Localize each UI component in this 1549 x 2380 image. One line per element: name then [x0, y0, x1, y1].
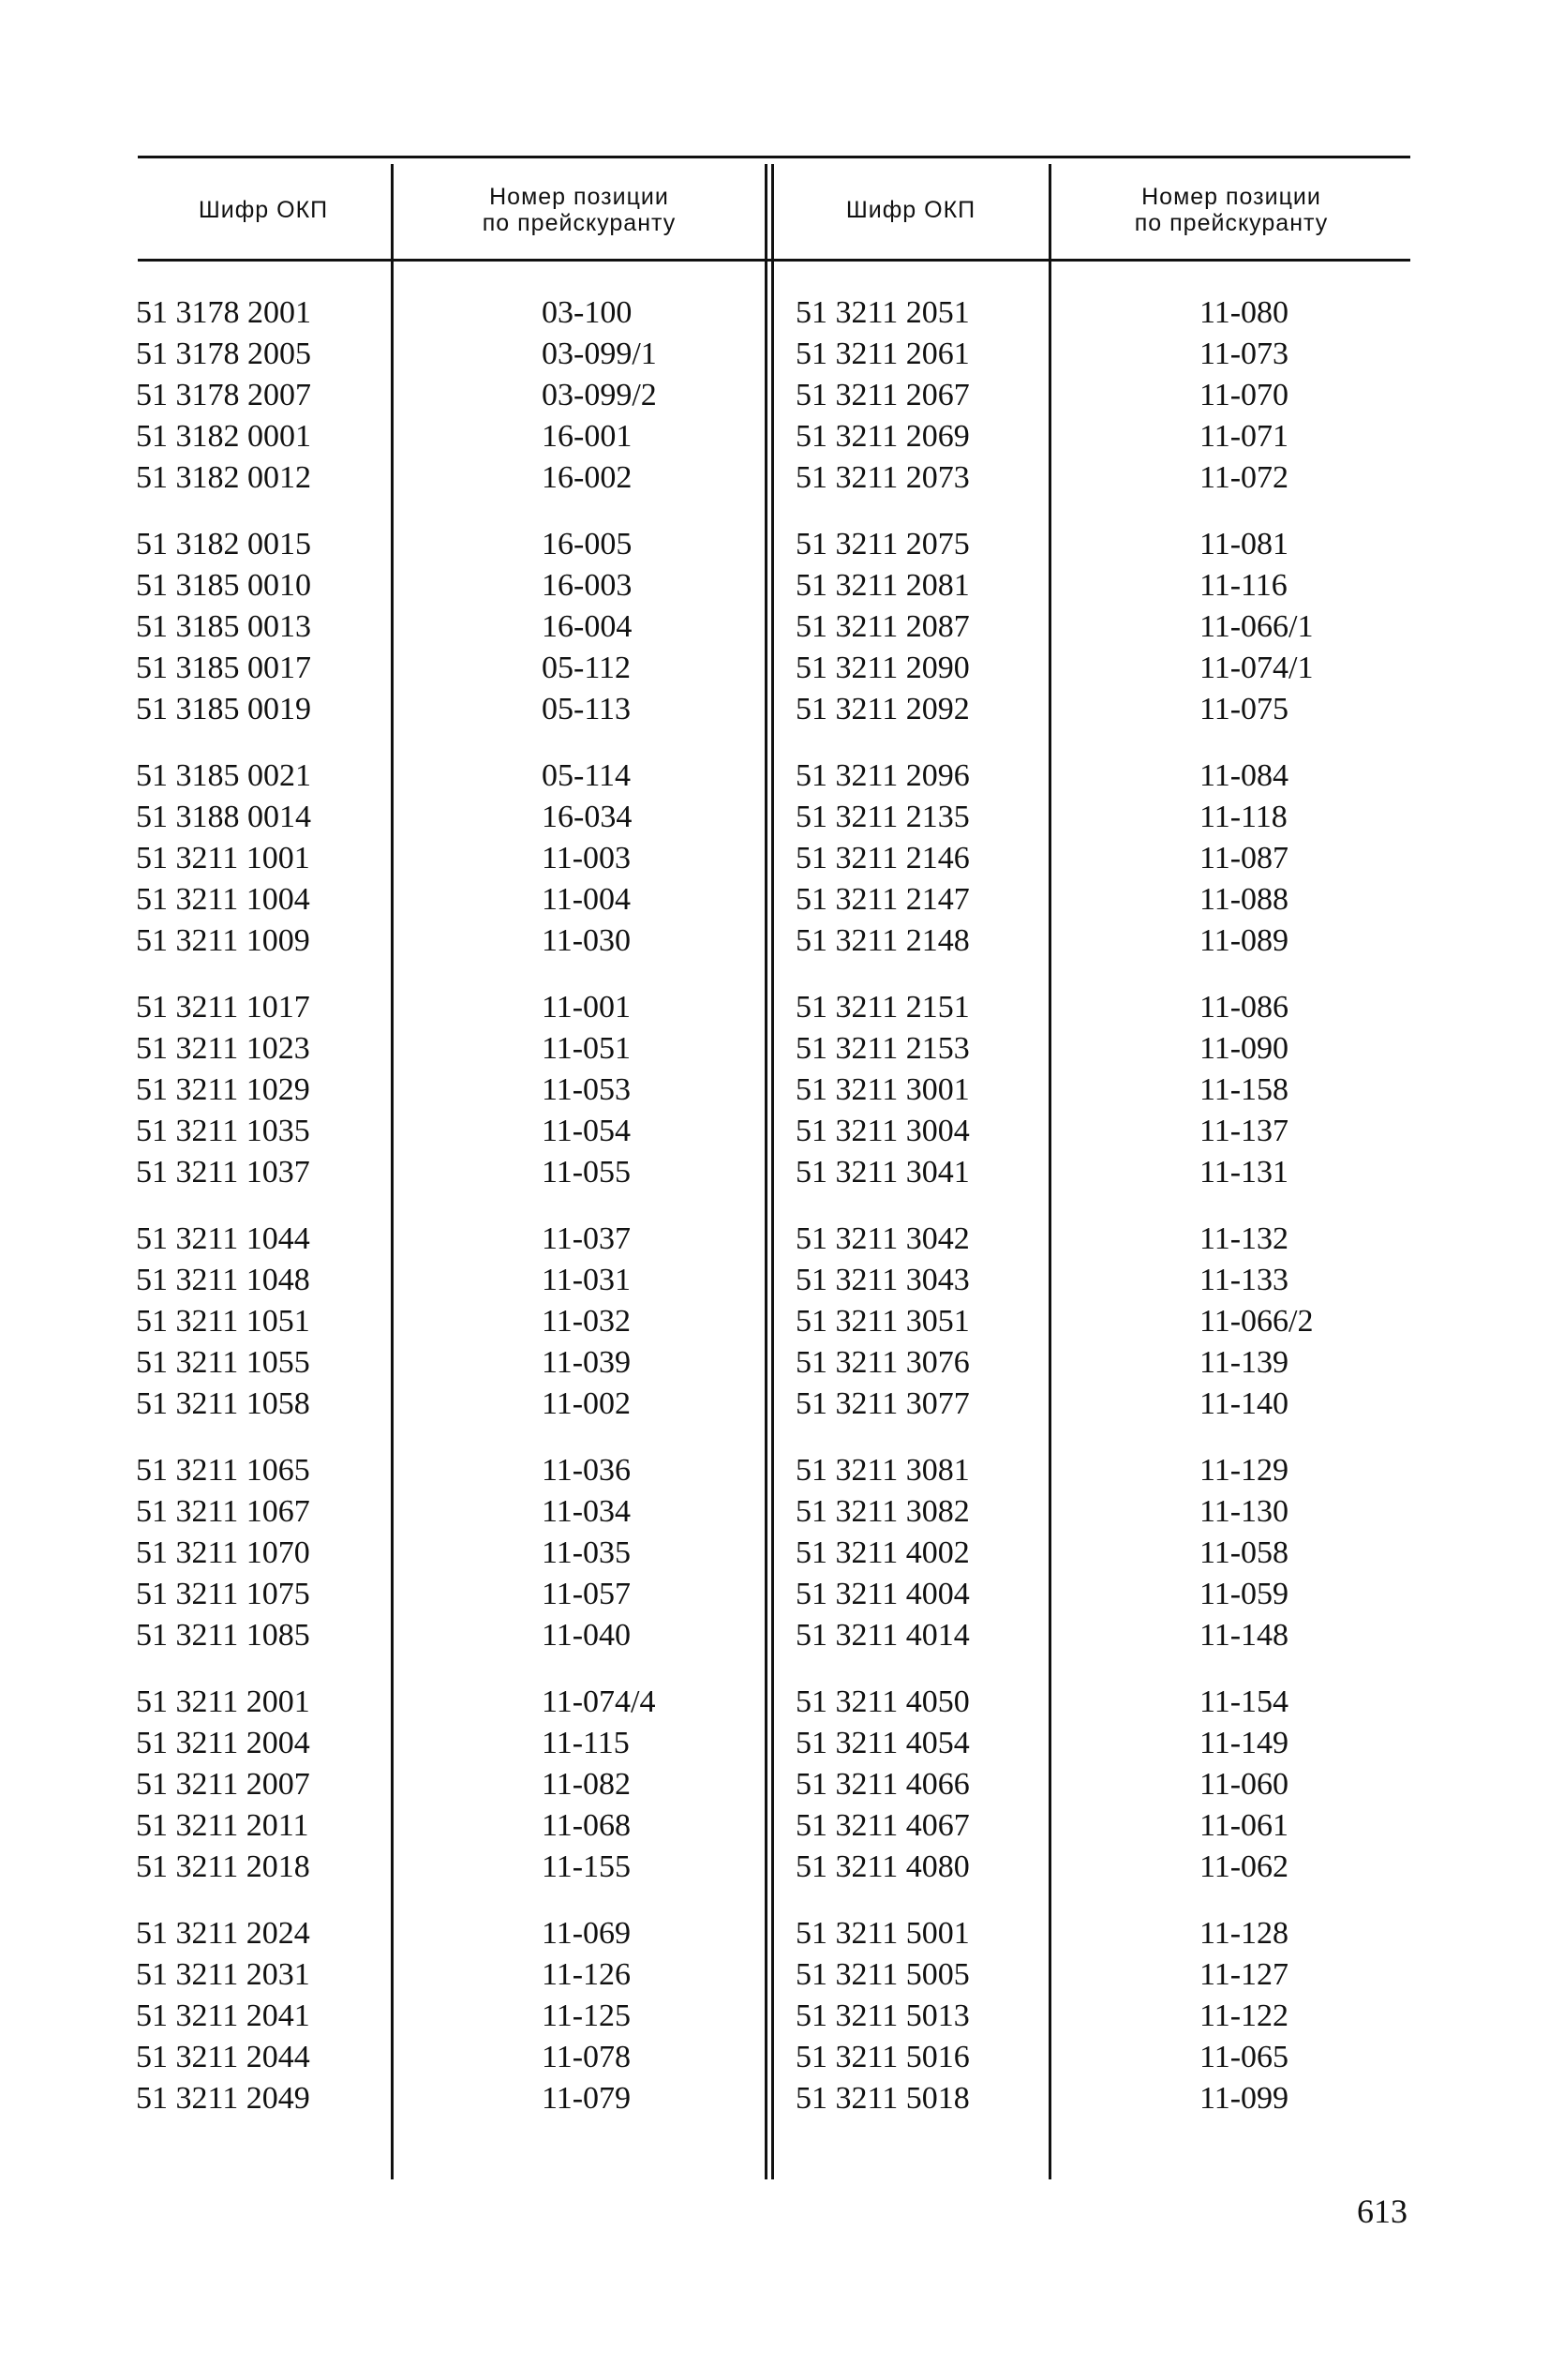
left-num-group — [542, 1913, 657, 2119]
header-code-right — [776, 197, 1046, 223]
left-okp-code-cell: 51 3211 1058 — [136, 1386, 310, 1421]
right-position-column — [1199, 292, 1314, 2119]
left-position-number-cell: 05-113 — [542, 692, 632, 726]
right-okp-code-cell: 51 3211 2092 — [796, 692, 970, 726]
right-okp-code-cell: 51 3211 2067 — [796, 378, 970, 412]
right-okp-code-cell: 51 3211 2096 — [796, 758, 970, 793]
left-position-number-cell: 11-079 — [542, 2081, 632, 2116]
left-position-number-cell: 11-054 — [542, 1114, 632, 1148]
header-position-right — [1053, 184, 1409, 236]
right-okp-code-cell: 51 3211 4054 — [796, 1726, 970, 1760]
left-code-group — [136, 1219, 311, 1425]
right-okp-code-cell: 51 3211 5005 — [796, 1957, 970, 1992]
right-okp-code-cell: 51 3211 5013 — [796, 1998, 970, 2033]
header-code-left-label: Шифр ОКП — [198, 197, 329, 223]
right-position-number-cell: 11-099 — [1199, 2081, 1289, 2116]
right-position-number-cell: 11-073 — [1199, 337, 1289, 371]
right-okp-code-cell: 51 3211 3043 — [796, 1263, 970, 1297]
left-okp-code-cell: 51 3185 0017 — [136, 651, 311, 685]
right-position-number-cell: 11-154 — [1199, 1684, 1289, 1719]
left-position-number-cell: 11-057 — [542, 1577, 632, 1611]
right-position-number-cell: 11-060 — [1199, 1767, 1289, 1802]
left-position-number-cell: 16-002 — [542, 460, 633, 495]
left-num-group — [542, 292, 657, 499]
right-position-number-cell: 11-065 — [1199, 2040, 1289, 2074]
left-position-number-cell: 11-040 — [542, 1618, 632, 1653]
right-position-number-cell: 11-086 — [1199, 990, 1289, 1025]
right-position-number-cell: 11-137 — [1199, 1114, 1289, 1148]
right-okp-code-cell: 51 3211 5001 — [796, 1916, 970, 1951]
left-code-group — [136, 1450, 311, 1656]
left-okp-code-cell: 51 3211 1085 — [136, 1618, 310, 1653]
left-okp-code-cell: 51 3211 1023 — [136, 1031, 310, 1066]
left-okp-code-cell: 51 3178 2001 — [136, 295, 311, 330]
right-num-group — [1199, 1219, 1314, 1425]
left-okp-code-cell: 51 3211 2001 — [136, 1684, 310, 1719]
right-position-number-cell: 11-071 — [1199, 419, 1289, 454]
left-code-group — [136, 1913, 311, 2119]
left-num-group — [542, 1682, 657, 1888]
header-bottom-rule — [138, 259, 1410, 262]
right-position-number-cell: 11-074/1 — [1199, 651, 1314, 685]
left-okp-code-cell: 51 3211 1029 — [136, 1072, 310, 1107]
left-position-number-cell: 11-037 — [542, 1221, 632, 1256]
right-code-column — [796, 292, 970, 2119]
right-position-number-cell: 11-089 — [1199, 923, 1289, 958]
left-okp-code-cell: 51 3211 2044 — [136, 2040, 310, 2074]
left-position-number-cell: 16-034 — [542, 800, 633, 834]
right-okp-code-cell: 51 3211 3041 — [796, 1155, 970, 1190]
right-position-number-cell: 11-132 — [1199, 1221, 1289, 1256]
page-number: 613 — [1357, 2193, 1408, 2230]
left-okp-code-cell: 51 3211 1009 — [136, 923, 310, 958]
left-position-number-cell: 11-126 — [542, 1957, 632, 1992]
right-position-number-cell: 11-149 — [1199, 1726, 1289, 1760]
left-okp-code-cell: 51 3211 2041 — [136, 1998, 310, 2033]
right-position-number-cell: 11-116 — [1199, 568, 1288, 603]
left-okp-code-cell: 51 3211 1035 — [136, 1114, 310, 1148]
left-okp-code-cell: 51 3185 0021 — [136, 758, 311, 793]
left-okp-code-cell: 51 3185 0013 — [136, 609, 311, 644]
header-position-right-line2: по прейскуранту — [1134, 210, 1329, 236]
right-position-number-cell: 11-066/2 — [1199, 1304, 1314, 1339]
right-num-group — [1199, 524, 1314, 730]
left-position-number-cell: 05-112 — [542, 651, 632, 685]
column-divider-2a — [765, 164, 767, 2179]
right-okp-code-cell: 51 3211 4080 — [796, 1849, 970, 1884]
left-position-number-cell: 11-155 — [542, 1849, 632, 1884]
right-okp-code-cell: 51 3211 2087 — [796, 609, 970, 644]
left-okp-code-cell: 51 3211 1070 — [136, 1535, 310, 1570]
right-position-number-cell: 11-158 — [1199, 1072, 1289, 1107]
header-position-left — [395, 184, 763, 236]
right-okp-code-cell: 51 3211 4066 — [796, 1767, 970, 1802]
left-position-number-cell: 11-004 — [542, 882, 632, 917]
left-okp-code-cell: 51 3178 2007 — [136, 378, 311, 412]
left-position-number-cell: 11-031 — [542, 1263, 632, 1297]
right-position-number-cell: 11-131 — [1199, 1155, 1289, 1190]
left-position-number-cell: 16-001 — [542, 419, 633, 454]
left-position-number-cell: 16-004 — [542, 609, 633, 644]
column-divider-3 — [1049, 164, 1051, 2179]
right-position-number-cell: 11-139 — [1199, 1345, 1289, 1380]
left-position-number-cell: 11-036 — [542, 1453, 632, 1488]
right-code-group — [796, 1682, 970, 1888]
right-okp-code-cell: 51 3211 2153 — [796, 1031, 970, 1066]
right-position-number-cell: 11-140 — [1199, 1386, 1289, 1421]
left-position-number-cell: 11-001 — [542, 990, 632, 1025]
right-position-number-cell: 11-118 — [1199, 800, 1288, 834]
right-code-group — [796, 524, 970, 730]
right-position-number-cell: 11-088 — [1199, 882, 1289, 917]
header-position-left-line2: по прейскуранту — [482, 210, 677, 236]
left-position-number-cell: 11-074/4 — [542, 1684, 656, 1719]
left-okp-code-cell: 51 3211 1051 — [136, 1304, 310, 1339]
right-code-group — [796, 987, 970, 1193]
right-position-number-cell: 11-090 — [1199, 1031, 1289, 1066]
right-okp-code-cell: 51 3211 4014 — [796, 1618, 970, 1653]
right-position-number-cell: 11-128 — [1199, 1916, 1289, 1951]
left-okp-code-cell: 51 3185 0019 — [136, 692, 311, 726]
right-okp-code-cell: 51 3211 2135 — [796, 800, 970, 834]
left-okp-code-cell: 51 3211 1067 — [136, 1494, 310, 1529]
left-okp-code-cell: 51 3211 2031 — [136, 1957, 310, 1992]
left-num-group — [542, 987, 657, 1193]
right-okp-code-cell: 51 3211 4050 — [796, 1684, 970, 1719]
left-position-number-cell: 11-053 — [542, 1072, 632, 1107]
right-okp-code-cell: 51 3211 2081 — [796, 568, 970, 603]
right-okp-code-cell: 51 3211 2075 — [796, 527, 970, 561]
left-position-number-cell: 05-114 — [542, 758, 632, 793]
right-position-number-cell: 11-127 — [1199, 1957, 1289, 1992]
left-position-number-cell: 16-005 — [542, 527, 633, 561]
left-code-group — [136, 756, 311, 962]
right-okp-code-cell: 51 3211 2090 — [796, 651, 970, 685]
left-okp-code-cell: 51 3211 1065 — [136, 1453, 310, 1488]
left-position-number-cell: 11-082 — [542, 1767, 632, 1802]
right-okp-code-cell: 51 3211 3077 — [796, 1386, 970, 1421]
right-code-group — [796, 1913, 970, 2119]
right-position-number-cell: 11-059 — [1199, 1577, 1289, 1611]
right-num-group — [1199, 1450, 1314, 1656]
left-num-group — [542, 1219, 657, 1425]
left-position-number-cell: 11-069 — [542, 1916, 632, 1951]
left-okp-code-cell: 51 3182 0015 — [136, 527, 311, 561]
right-num-group — [1199, 292, 1314, 499]
left-okp-code-cell: 51 3211 1075 — [136, 1577, 310, 1611]
left-okp-code-cell: 51 3211 1001 — [136, 841, 310, 876]
left-position-number-cell: 11-078 — [542, 2040, 632, 2074]
left-position-number-cell: 16-003 — [542, 568, 633, 603]
right-code-group — [796, 292, 970, 499]
left-okp-code-cell: 51 3211 1017 — [136, 990, 310, 1025]
left-position-number-cell: 11-055 — [542, 1155, 632, 1190]
right-okp-code-cell: 51 3211 2151 — [796, 990, 970, 1025]
left-position-number-cell: 11-051 — [542, 1031, 632, 1066]
right-position-number-cell: 11-148 — [1199, 1618, 1289, 1653]
left-okp-code-cell: 51 3211 2049 — [136, 2081, 310, 2116]
left-okp-code-cell: 51 3211 1048 — [136, 1263, 310, 1297]
left-okp-code-cell: 51 3188 0014 — [136, 800, 311, 834]
right-okp-code-cell: 51 3211 3082 — [796, 1494, 970, 1529]
header-code-left — [138, 197, 389, 223]
right-okp-code-cell: 51 3211 2051 — [796, 295, 970, 330]
right-position-number-cell: 11-133 — [1199, 1263, 1289, 1297]
right-okp-code-cell: 51 3211 2146 — [796, 841, 970, 876]
right-num-group — [1199, 1682, 1314, 1888]
right-okp-code-cell: 51 3211 4002 — [796, 1535, 970, 1570]
left-code-column — [136, 292, 311, 2119]
left-okp-code-cell: 51 3178 2005 — [136, 337, 311, 371]
right-position-number-cell: 11-122 — [1199, 1998, 1289, 2033]
left-code-group — [136, 524, 311, 730]
left-okp-code-cell: 51 3182 0012 — [136, 460, 311, 495]
right-num-group — [1199, 1913, 1314, 2119]
left-code-group — [136, 987, 311, 1193]
left-position-number-cell: 03-099/2 — [542, 378, 657, 412]
right-position-number-cell: 11-087 — [1199, 841, 1289, 876]
right-okp-code-cell: 51 3211 2061 — [796, 337, 970, 371]
right-okp-code-cell: 51 3211 3051 — [796, 1304, 970, 1339]
right-position-number-cell: 11-072 — [1199, 460, 1289, 495]
left-position-number-cell: 03-100 — [542, 295, 633, 330]
left-position-number-cell: 11-068 — [542, 1808, 632, 1843]
right-code-group — [796, 1219, 970, 1425]
left-okp-code-cell: 51 3211 2018 — [136, 1849, 310, 1884]
left-position-number-cell: 11-034 — [542, 1494, 632, 1529]
left-position-number-cell: 11-030 — [542, 923, 632, 958]
right-position-number-cell: 11-080 — [1199, 295, 1289, 330]
column-divider-2b — [771, 164, 774, 2179]
left-okp-code-cell: 51 3211 2011 — [136, 1808, 309, 1843]
right-position-number-cell: 11-075 — [1199, 692, 1289, 726]
right-position-number-cell: 11-061 — [1199, 1808, 1289, 1843]
left-code-group — [136, 292, 311, 499]
right-position-number-cell: 11-062 — [1199, 1849, 1289, 1884]
right-okp-code-cell: 51 3211 3042 — [796, 1221, 970, 1256]
left-position-column — [542, 292, 657, 2119]
left-num-group — [542, 524, 657, 730]
right-okp-code-cell: 51 3211 5018 — [796, 2081, 970, 2116]
left-okp-code-cell: 51 3211 2024 — [136, 1916, 310, 1951]
left-position-number-cell: 03-099/1 — [542, 337, 657, 371]
right-okp-code-cell: 51 3211 5016 — [796, 2040, 970, 2074]
right-okp-code-cell: 51 3211 2073 — [796, 460, 970, 495]
left-position-number-cell: 11-115 — [542, 1726, 630, 1760]
right-okp-code-cell: 51 3211 3004 — [796, 1114, 970, 1148]
right-position-number-cell: 11-084 — [1199, 758, 1289, 793]
left-okp-code-cell: 51 3182 0001 — [136, 419, 311, 454]
right-okp-code-cell: 51 3211 3076 — [796, 1345, 970, 1380]
right-position-number-cell: 11-129 — [1199, 1453, 1289, 1488]
right-code-group — [796, 1450, 970, 1656]
header-code-right-label: Шифр ОКП — [845, 197, 976, 223]
right-position-number-cell: 11-066/1 — [1199, 609, 1314, 644]
right-num-group — [1199, 987, 1314, 1193]
left-okp-code-cell: 51 3211 1004 — [136, 882, 310, 917]
left-position-number-cell: 11-002 — [542, 1386, 632, 1421]
right-okp-code-cell: 51 3211 2148 — [796, 923, 970, 958]
right-position-number-cell: 11-081 — [1199, 527, 1289, 561]
left-position-number-cell: 11-035 — [542, 1535, 632, 1570]
right-position-number-cell: 11-058 — [1199, 1535, 1289, 1570]
left-num-group — [542, 756, 657, 962]
right-num-group — [1199, 756, 1314, 962]
left-okp-code-cell: 51 3211 1055 — [136, 1345, 310, 1380]
left-okp-code-cell: 51 3211 2004 — [136, 1726, 310, 1760]
right-okp-code-cell: 51 3211 4067 — [796, 1808, 970, 1843]
left-position-number-cell: 11-032 — [542, 1304, 632, 1339]
left-okp-code-cell: 51 3211 2007 — [136, 1767, 310, 1802]
left-okp-code-cell: 51 3211 1037 — [136, 1155, 310, 1190]
left-position-number-cell: 11-039 — [542, 1345, 632, 1380]
left-position-number-cell: 11-003 — [542, 841, 632, 876]
header-position-right-line1: Номер позиции — [1141, 184, 1321, 210]
right-okp-code-cell: 51 3211 3001 — [796, 1072, 970, 1107]
right-okp-code-cell: 51 3211 3081 — [796, 1453, 970, 1488]
left-okp-code-cell: 51 3185 0010 — [136, 568, 311, 603]
right-okp-code-cell: 51 3211 4004 — [796, 1577, 970, 1611]
right-position-number-cell: 11-130 — [1199, 1494, 1289, 1529]
right-code-group — [796, 756, 970, 962]
column-divider-1 — [391, 164, 394, 2179]
right-position-number-cell: 11-070 — [1199, 378, 1289, 412]
top-rule — [138, 156, 1410, 158]
left-okp-code-cell: 51 3211 1044 — [136, 1221, 310, 1256]
header-position-left-line1: Номер позиции — [489, 184, 669, 210]
right-okp-code-cell: 51 3211 2147 — [796, 882, 970, 917]
right-okp-code-cell: 51 3211 2069 — [796, 419, 970, 454]
left-code-group — [136, 1682, 311, 1888]
left-num-group — [542, 1450, 657, 1656]
left-position-number-cell: 11-125 — [542, 1998, 632, 2033]
